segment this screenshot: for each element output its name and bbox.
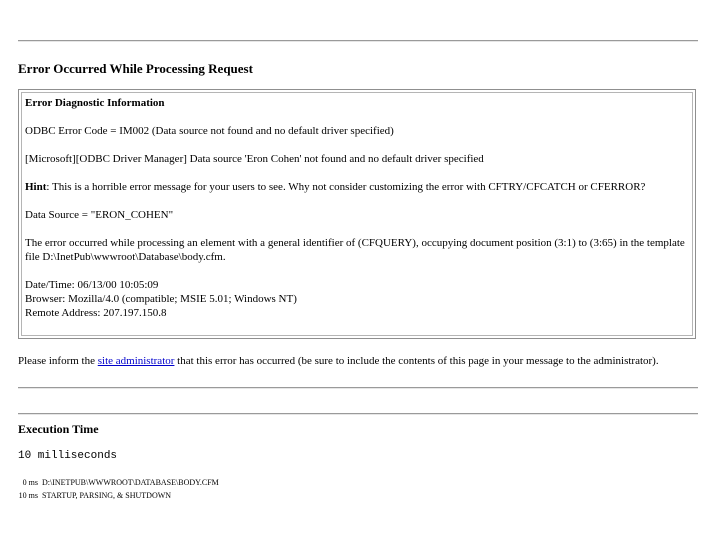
- hint-line: [25, 180, 689, 194]
- timing-ms: 0 ms: [22, 478, 38, 487]
- timing-row: [18, 491, 171, 500]
- browser-info: Browser: Mozilla/4.0 (compatible; MSIE 5.01; Windows NT): [25, 293, 297, 305]
- data-source: Data Source = "ERON_COHEN": [25, 209, 174, 221]
- lower-divider: [18, 413, 698, 415]
- timing-label: STARTUP, PARSING, & SHUTDOWN: [42, 491, 172, 500]
- hint-text: : This is a horrible error message for your users to see. Why not consider customizing the error with CFTRY/CFCATCH or CFERROR?: [46, 181, 646, 193]
- diagnostic-content: [21, 92, 693, 336]
- driver-message: [Microsoft][ODBC Driver Manager] Data source 'Eron Cohen' not found and no default driver specified: [25, 153, 484, 165]
- timing-row: [18, 478, 219, 487]
- hint-label: Hint: [25, 181, 47, 193]
- middle-divider: [18, 387, 698, 389]
- timing-ms: 10 ms: [18, 491, 38, 500]
- page-title: Error Occurred While Processing Request: [18, 61, 253, 76]
- site-administrator-link[interactable]: site administrator: [97, 355, 175, 367]
- execution-time-total: 10 milliseconds: [18, 450, 118, 462]
- datetime: Date/Time: 06/13/00 10:05:09: [25, 279, 159, 291]
- diagnostic-heading: Error Diagnostic Information: [25, 97, 165, 109]
- processing-line-1: The error occurred while processing an element with a general identifier of (CFQUERY), occupying document position (3:1) to (3:65) in the template: [25, 237, 685, 249]
- execution-time-heading: Execution Time: [18, 422, 99, 436]
- top-divider: [18, 40, 698, 42]
- remote-address: Remote Address: 207.197.150.8: [25, 307, 167, 319]
- timing-label: D:\INETPUB\WWWROOT\DATABASE\BODY.CFM: [42, 478, 219, 487]
- odbc-error-code: ODBC Error Code = IM002 (Data source not found and no default driver specified): [25, 125, 394, 137]
- diagnostic-box: [18, 89, 696, 339]
- inform-prefix: Please inform the: [18, 355, 98, 367]
- processing-line-2: file D:\InetPub\wwwroot\Database\body.cfm.: [25, 251, 226, 263]
- inform-suffix: that this error has occurred (be sure to include the contents of this page in your message to the administrator).: [174, 355, 659, 367]
- inform-message: [18, 355, 659, 367]
